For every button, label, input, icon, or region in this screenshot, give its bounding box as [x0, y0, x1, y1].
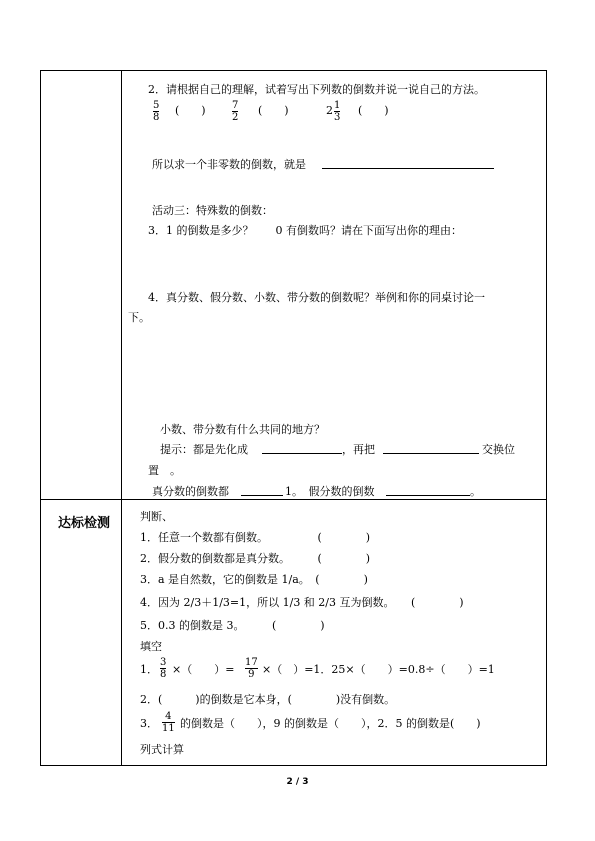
fraction-17-9 [245, 657, 258, 680]
answer-blank: ( ) [358, 104, 389, 117]
page-number: 2 / 3 [286, 777, 309, 787]
judge-item-2: 2．假分数的倒数都是真分数。 ( ) [140, 552, 371, 565]
calc-heading: 列式计算 [140, 743, 184, 756]
numerator: 5 [153, 100, 160, 111]
question-3: 3．1 的倒数是多少？ 0 有倒数吗？请在下面写出你的理由： [148, 224, 462, 237]
numerator: 7 [232, 100, 239, 111]
judge-item-4: 4．因为 2/3＋1/3=1，所以 1/3 和 2/3 互为倒数。 ( ) [140, 596, 464, 609]
fraction-1-3 [334, 100, 340, 123]
activity-3: 活动三：特殊数的倒数： [152, 204, 273, 217]
improper-fraction-text: 1。 假分数的倒数 [285, 485, 375, 498]
answer-line [386, 495, 470, 496]
hint-text: 交换位 [482, 443, 515, 456]
answer-line [262, 453, 342, 454]
fill-item-3-text: 的倒数是（ ），9 的倒数是（ ），2．5 的倒数是( ) [180, 717, 481, 730]
proper-fraction-text: 真分数的倒数都 [152, 485, 229, 498]
conclusion-text: 所以求一个非零数的倒数，就是 [152, 158, 306, 171]
fill-item-1-text: ×（ ）= [172, 663, 235, 676]
numerator: 17 [245, 657, 258, 668]
fraction-3-8 [160, 657, 166, 680]
hint-text: 置 。 [148, 464, 181, 477]
denominator: 8 [153, 112, 160, 123]
judge-heading: 判断、 [140, 510, 173, 523]
denominator: 3 [334, 112, 341, 123]
judge-item-1: 1．任意一个数都有倒数。 ( ) [140, 531, 371, 544]
answer-line [322, 168, 494, 169]
question-2: 2．请根据自己的理解，试着写出下列数的倒数并说一说自己的方法。 [148, 83, 485, 96]
row-divider [41, 499, 546, 500]
numerator: 3 [160, 657, 167, 668]
answer-line [241, 495, 283, 496]
column-divider [121, 71, 122, 765]
judge-item-3: 3．a 是自然数，它的倒数是 1/a。 ( ) [140, 573, 368, 586]
fraction-4-11 [162, 711, 175, 734]
denominator: 11 [162, 723, 175, 734]
section-title: 达标检测 [58, 516, 111, 531]
denominator: 9 [248, 669, 255, 680]
hint-text: ，再把 [342, 443, 375, 456]
numerator: 1 [334, 100, 341, 111]
fill-heading: 填空 [140, 640, 162, 653]
judge-item-5: 5．0.3 的倒数是 3。 ( ) [140, 619, 325, 632]
fraction-5-8 [153, 100, 159, 123]
question-4-cont: 下。 [128, 311, 150, 324]
answer-blank: ( ) [258, 104, 289, 117]
answer-line [383, 453, 479, 454]
fill-item-1-label: 1． [140, 663, 158, 676]
common-question: 小数、带分数有什么共同的地方？ [160, 423, 325, 436]
denominator: 8 [160, 669, 167, 680]
question-4: 4．真分数、假分数、小数、带分数的倒数呢？举例和你的同桌讨论一 [148, 291, 485, 304]
fraction-7-2 [232, 100, 238, 123]
fill-item-1-text: ×（ ）=1．25×（ ）=0.8÷（ ）=1 [262, 663, 495, 676]
period: 。 [470, 485, 481, 498]
fill-item-2: 2．( )的倒数是它本身，( )没有倒数。 [140, 693, 396, 706]
answer-blank: ( ) [175, 104, 206, 117]
denominator: 2 [232, 112, 239, 123]
numerator: 4 [165, 711, 172, 722]
mixed-whole: 2 [326, 104, 333, 117]
worksheet-table [40, 70, 547, 766]
fill-item-3-label: 3． [140, 717, 158, 730]
hint-text: 提示：都是先化成 [160, 443, 248, 456]
